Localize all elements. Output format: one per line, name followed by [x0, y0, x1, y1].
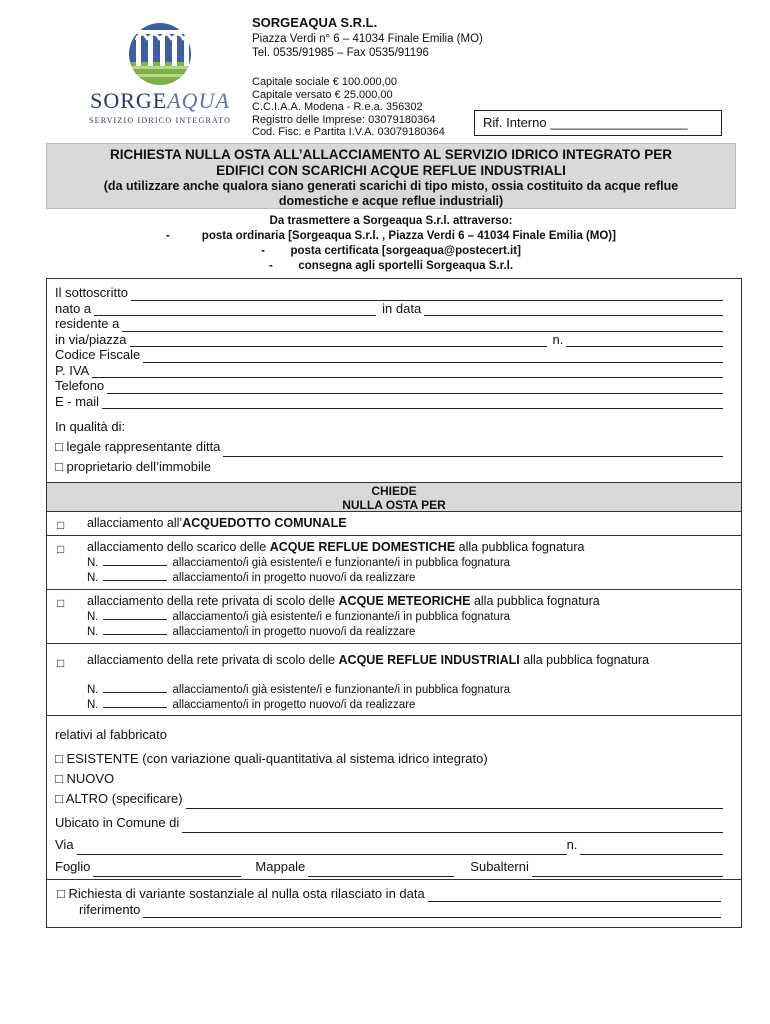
altro-input[interactable]: [186, 795, 723, 809]
building-option-altro[interactable]: [55, 789, 723, 809]
capacity-label: In qualità di:: [55, 419, 126, 434]
existing-count-input[interactable]: [103, 683, 167, 693]
legal-line: C.C.I.A.A. Modena - R.e.a. 356302: [252, 101, 423, 113]
option-label: allacciamento della rete privata di scolo delle ACQUE REFLUE INDUSTRIALI alla pubblica fognatura: [87, 653, 650, 667]
option-acquedotto: [47, 512, 741, 536]
option-meteoriche: [47, 590, 741, 644]
field-label: E - mail: [55, 393, 100, 409]
send-line: - consegna agli sportelli Sorgeaqua S.r.l.: [268, 260, 514, 272]
field-telefono: [55, 378, 723, 394]
building-civico-input[interactable]: [580, 841, 723, 855]
field-label: in via/piazza: [55, 331, 127, 347]
company-header: [252, 15, 483, 138]
field-building-via: [55, 835, 723, 855]
in-data-input[interactable]: [424, 305, 723, 316]
field-label: residente a: [55, 316, 120, 331]
ditta-input[interactable]: [223, 443, 723, 457]
option-label: allacciamento della rete privata di scolo delle ACQUE METEORICHE alla pubblica fognatura: [87, 594, 600, 608]
building-label: relativi al fabbricato: [55, 727, 167, 742]
field-label: Foglio: [55, 859, 91, 874]
document-title: [46, 143, 736, 209]
aqueduct-emblem-icon: [80, 22, 240, 86]
field-label: n.: [566, 837, 578, 852]
internal-reference-box[interactable]: Rif. Interno ___________________: [474, 110, 722, 136]
foglio-input[interactable]: [93, 863, 241, 877]
legal-line: Capitale versato € 25.000,00: [252, 88, 393, 101]
field-label: Il sottoscritto: [55, 285, 128, 300]
subalterni-input[interactable]: [532, 863, 723, 877]
meteoriche-checkbox[interactable]: □: [57, 596, 65, 610]
piva-input[interactable]: [92, 367, 723, 378]
field-label: P. IVA: [55, 362, 90, 378]
planned-connections-row: N. allacciamento/i in progetto nuovo/i da realizzare: [87, 572, 416, 584]
capacity-option-label: □ legale rappresentante ditta: [55, 439, 221, 454]
building-via-input[interactable]: [77, 841, 567, 855]
title-subline: (da utilizzare anche qualora siano generati scarichi di tipo misto, ossia costituito da acque reflue: [103, 179, 679, 193]
legal-line: Cod. Fisc. e Partita I.V.A. 03079180364: [252, 126, 445, 138]
logo-tagline: SERVIZIO IDRICO INTEGRATO: [88, 116, 232, 125]
capacity-option-proprietario[interactable]: □ proprietario dell’immobile: [55, 459, 211, 474]
domestiche-checkbox[interactable]: □: [57, 542, 65, 556]
company-legal-info: [252, 76, 482, 139]
existing-connections-row: N. allacciamento/i già esistente/i e funzionante/i in pubblica fognatura: [87, 611, 511, 623]
acquedotto-checkbox[interactable]: □: [57, 518, 65, 532]
field-via: [55, 332, 723, 348]
company-logo: [80, 22, 240, 134]
residente-input[interactable]: [122, 321, 723, 332]
field-label: Codice Fiscale: [55, 347, 141, 362]
telefono-input[interactable]: [107, 383, 723, 394]
field-sottoscritto: [55, 285, 723, 301]
field-label: riferimento: [79, 902, 141, 917]
legal-line: Capitale sociale € 100.000,00: [252, 76, 397, 88]
send-line: - posta certificata [sorgeaqua@postecert.it]: [261, 245, 521, 257]
codice-fiscale-input[interactable]: [143, 352, 723, 363]
option-industriali: [47, 644, 741, 716]
building-option-esistente[interactable]: □ ESISTENTE (con variazione quali-quantitativa al sistema idrico integrato): [55, 751, 488, 766]
capacity-section: [55, 417, 723, 477]
field-label: □ Richiesta di variante sostanziale al nulla osta rilasciato in data: [57, 886, 425, 901]
field-label: Via: [55, 837, 74, 852]
riferimento-input[interactable]: [143, 907, 721, 918]
request-heading-line: NULLA OSTA PER: [342, 498, 446, 512]
field-label: n.: [552, 331, 564, 347]
option-label: allacciamento all’ACQUEDOTTO COMUNALE: [87, 516, 347, 530]
field-piva: [55, 363, 723, 379]
nato-a-input[interactable]: [94, 305, 376, 316]
send-heading: Da trasmettere a Sorgeaqua S.r.l. attraverso:: [269, 215, 513, 227]
title-subline: domestiche e acque reflue industriali): [278, 194, 504, 208]
field-label: in data: [382, 300, 422, 316]
capacity-option-legale[interactable]: [55, 437, 723, 457]
via-input[interactable]: [130, 336, 547, 347]
industriali-checkbox[interactable]: □: [57, 656, 65, 670]
company-name: SORGEAQUA S.R.L.: [252, 15, 378, 30]
option-label: allacciamento dello scarico delle ACQUE REFLUE DOMESTICHE alla pubblica fognatura: [87, 540, 585, 554]
field-label: Telefono: [55, 378, 105, 393]
variant-request-section: [47, 879, 741, 918]
title-line: EDIFICI CON SCARICHI ACQUE REFLUE INDUSTRIALI: [216, 163, 566, 178]
planned-count-input[interactable]: [103, 698, 167, 708]
existing-connections-row: N. allacciamento/i già esistente/i e funzionante/i in pubblica fognatura: [87, 684, 511, 696]
field-label: nato a: [55, 300, 92, 316]
planned-connections-row: N. allacciamento/i in progetto nuovo/i da realizzare: [87, 626, 416, 638]
field-comune: [55, 813, 723, 833]
field-cadastral: [55, 857, 723, 877]
field-riferimento: [57, 902, 721, 918]
field-label: Subalterni: [470, 859, 529, 874]
existing-count-input[interactable]: [103, 556, 167, 566]
company-phone: Tel. 0535/91985 – Fax 0535/91196: [252, 47, 429, 59]
variant-date-input[interactable]: [428, 891, 721, 902]
variant-request-option[interactable]: [57, 886, 721, 902]
company-address: Piazza Verdi n° 6 – 41034 Finale Emilia (MO): [252, 33, 483, 45]
mappale-input[interactable]: [308, 863, 454, 877]
sending-instructions: [46, 214, 736, 274]
field-label: Ubicato in Comune di: [55, 815, 180, 830]
legal-line: Registro delle Imprese: 03079180364: [252, 113, 436, 126]
field-residente: [55, 316, 723, 332]
building-option-nuovo[interactable]: □ NUOVO: [55, 771, 115, 786]
request-form: [46, 278, 742, 928]
email-input[interactable]: [102, 398, 723, 409]
applicant-fields: [55, 285, 723, 409]
sottoscritto-input[interactable]: [131, 290, 723, 301]
logo-wordmark: SORGEAQUA: [90, 88, 230, 113]
field-cf: [55, 347, 723, 363]
planned-connections-row: N. allacciamento/i in progetto nuovo/i da realizzare: [87, 699, 416, 711]
existing-connections-row: N. allacciamento/i già esistente/i e funzionante/i in pubblica fognatura: [87, 557, 511, 569]
comune-input[interactable]: [182, 819, 723, 833]
planned-count-input[interactable]: [103, 571, 167, 581]
planned-count-input[interactable]: [103, 625, 167, 635]
request-heading: [47, 482, 741, 512]
field-nato: [55, 301, 723, 317]
field-label: □ ALTRO (specificare): [55, 791, 183, 806]
field-label: Mappale: [255, 859, 306, 874]
option-domestiche: [47, 536, 741, 590]
civico-input[interactable]: [566, 336, 723, 347]
field-email: [55, 394, 723, 410]
building-section: [55, 725, 723, 877]
title-line: RICHIESTA NULLA OSTA ALL’ALLACCIAMENTO AL SERVIZIO IDRICO INTEGRATO PER: [109, 147, 672, 162]
request-heading-line: CHIEDE: [371, 484, 417, 498]
send-line: - posta ordinaria [Sorgeaqua S.r.l. , Piazza Verdi 6 – 41034 Finale Emilia (MO)]: [166, 230, 616, 242]
existing-count-input[interactable]: [103, 610, 167, 620]
